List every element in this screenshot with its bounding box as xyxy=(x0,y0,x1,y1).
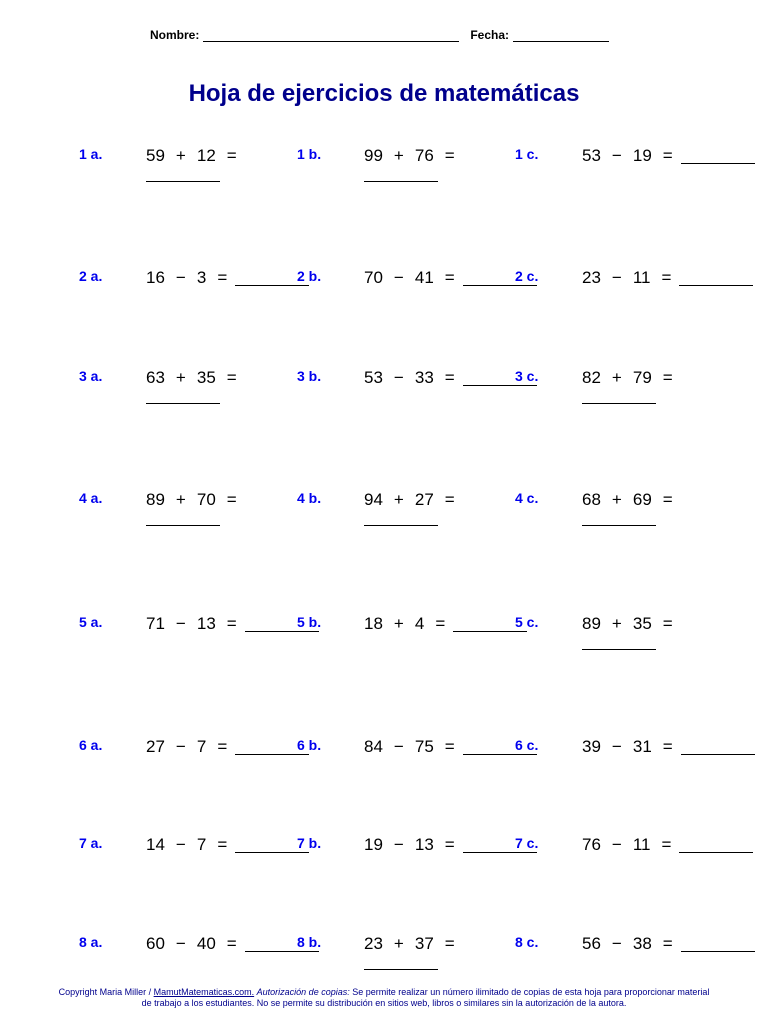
operator-sign: + xyxy=(611,614,622,633)
operator-sign: − xyxy=(175,268,186,287)
problem-row xyxy=(0,368,768,448)
first-operand: 56 xyxy=(582,934,601,953)
equals-sign: = xyxy=(444,737,455,756)
problem-expression xyxy=(582,268,671,288)
problem-number: 4 b. xyxy=(297,490,322,506)
answer-blank[interactable] xyxy=(146,180,220,182)
problem-item xyxy=(297,268,515,348)
equals-sign: = xyxy=(217,835,228,854)
equals-sign: = xyxy=(444,934,455,953)
operator-sign: − xyxy=(393,737,404,756)
operator-sign: − xyxy=(611,737,622,756)
problem-row xyxy=(0,268,768,348)
problem-expression xyxy=(146,490,237,510)
footer-link[interactable]: MamutMatematicas.com. xyxy=(153,987,255,997)
operator-sign: + xyxy=(393,490,404,509)
first-operand: 19 xyxy=(364,835,383,854)
problem-expression xyxy=(146,737,227,757)
first-operand: 94 xyxy=(364,490,383,509)
equals-sign: = xyxy=(226,490,237,509)
name-label: Nombre: xyxy=(150,28,200,42)
problem-expression xyxy=(582,368,673,388)
date-field[interactable] xyxy=(513,28,609,42)
problem-number: 1 c. xyxy=(515,146,539,162)
equals-sign: = xyxy=(444,146,455,165)
problem-number: 4 c. xyxy=(515,490,539,506)
answer-blank[interactable] xyxy=(146,402,220,404)
second-operand: 40 xyxy=(196,934,216,953)
first-operand: 76 xyxy=(582,835,601,854)
date-label: Fecha: xyxy=(470,28,510,42)
second-operand: 11 xyxy=(632,835,651,854)
first-operand: 84 xyxy=(364,737,383,756)
problem-number: 8 c. xyxy=(515,934,539,950)
problem-item xyxy=(79,614,297,694)
first-operand: 18 xyxy=(364,614,383,633)
problem-row xyxy=(0,146,768,226)
problem-item xyxy=(79,368,297,448)
problem-expression xyxy=(582,737,673,757)
first-operand: 23 xyxy=(364,934,383,953)
problem-number: 1 a. xyxy=(79,146,103,162)
problem-item xyxy=(297,614,515,694)
second-operand: 4 xyxy=(414,614,425,633)
equals-sign: = xyxy=(226,614,237,633)
first-operand: 60 xyxy=(146,934,165,953)
second-operand: 35 xyxy=(196,368,216,387)
second-operand: 70 xyxy=(196,490,216,509)
equals-sign: = xyxy=(217,268,228,287)
problem-item xyxy=(79,268,297,348)
problem-expression xyxy=(582,146,673,166)
problem-row xyxy=(0,614,768,694)
problem-number: 7 a. xyxy=(79,835,103,851)
equals-sign: = xyxy=(444,368,455,387)
problem-expression xyxy=(364,835,455,855)
second-operand: 69 xyxy=(632,490,652,509)
equals-sign: = xyxy=(435,614,446,633)
second-operand: 79 xyxy=(632,368,652,387)
problem-number: 6 a. xyxy=(79,737,103,753)
answer-blank[interactable] xyxy=(582,402,656,404)
operator-sign: + xyxy=(393,146,404,165)
operator-sign: − xyxy=(611,268,622,287)
problem-number: 3 c. xyxy=(515,368,539,384)
equals-sign: = xyxy=(661,835,672,854)
operator-sign: + xyxy=(393,614,404,633)
second-operand: 19 xyxy=(632,146,652,165)
problem-expression xyxy=(146,934,237,954)
problem-expression xyxy=(364,268,455,288)
equals-sign: = xyxy=(662,934,673,953)
equals-sign: = xyxy=(444,490,455,509)
problem-number: 8 a. xyxy=(79,934,103,950)
equals-sign: = xyxy=(444,835,455,854)
operator-sign: − xyxy=(175,835,186,854)
problem-number: 7 b. xyxy=(297,835,322,851)
equals-sign: = xyxy=(226,146,237,165)
answer-blank[interactable] xyxy=(582,648,656,650)
operator-sign: − xyxy=(175,614,186,633)
second-operand: 76 xyxy=(414,146,434,165)
problem-expression xyxy=(146,614,237,634)
operator-sign: + xyxy=(175,490,186,509)
answer-blank[interactable] xyxy=(364,968,438,970)
second-operand: 12 xyxy=(196,146,216,165)
footer-prefix: Copyright Maria Miller / xyxy=(58,987,154,997)
problem-number: 2 a. xyxy=(79,268,103,284)
second-operand: 37 xyxy=(414,934,434,953)
problem-expression xyxy=(364,368,455,388)
first-operand: 53 xyxy=(582,146,601,165)
problem-number: 1 b. xyxy=(297,146,322,162)
problem-expression xyxy=(582,490,673,510)
name-field[interactable] xyxy=(203,28,459,42)
second-operand: 27 xyxy=(414,490,434,509)
problem-number: 6 c. xyxy=(515,737,539,753)
problem-expression xyxy=(146,268,227,288)
problem-expression xyxy=(582,934,673,954)
problem-number: 4 a. xyxy=(79,490,103,506)
equals-sign: = xyxy=(662,490,673,509)
problem-expression xyxy=(582,835,671,855)
page-title: Hoja de ejercicios de matemáticas xyxy=(188,80,580,107)
operator-sign: − xyxy=(393,268,404,287)
problem-row xyxy=(0,490,768,570)
copyright-footer xyxy=(0,987,768,1009)
equals-sign: = xyxy=(661,268,672,287)
problem-number: 2 c. xyxy=(515,268,539,284)
first-operand: 14 xyxy=(146,835,165,854)
answer-blank[interactable] xyxy=(681,950,755,952)
second-operand: 3 xyxy=(196,268,207,287)
first-operand: 82 xyxy=(582,368,601,387)
equals-sign: = xyxy=(217,737,228,756)
problem-number: 6 b. xyxy=(297,737,322,753)
problem-item xyxy=(79,835,297,915)
first-operand: 39 xyxy=(582,737,601,756)
problem-item xyxy=(79,146,297,226)
equals-sign: = xyxy=(226,934,237,953)
first-operand: 99 xyxy=(364,146,383,165)
first-operand: 23 xyxy=(582,268,601,287)
operator-sign: + xyxy=(611,490,622,509)
problem-item xyxy=(297,368,515,448)
problem-expression xyxy=(364,737,455,757)
answer-blank[interactable] xyxy=(582,524,656,526)
problem-row xyxy=(0,737,768,817)
answer-blank[interactable] xyxy=(364,180,438,182)
problem-number: 7 c. xyxy=(515,835,539,851)
answer-blank[interactable] xyxy=(681,162,755,164)
worksheet-header xyxy=(150,28,609,42)
first-operand: 70 xyxy=(364,268,383,287)
problem-expression xyxy=(146,146,237,166)
first-operand: 53 xyxy=(364,368,383,387)
problem-expression xyxy=(146,835,227,855)
second-operand: 11 xyxy=(632,268,651,287)
second-operand: 7 xyxy=(196,737,207,756)
operator-sign: + xyxy=(611,368,622,387)
problem-item xyxy=(297,737,515,817)
problem-item xyxy=(297,835,515,915)
second-operand: 75 xyxy=(414,737,434,756)
problem-expression xyxy=(146,368,237,388)
equals-sign: = xyxy=(226,368,237,387)
problem-item xyxy=(297,490,515,570)
second-operand: 13 xyxy=(196,614,216,633)
problem-item xyxy=(515,737,733,817)
equals-sign: = xyxy=(662,368,673,387)
problem-row xyxy=(0,835,768,915)
first-operand: 63 xyxy=(146,368,165,387)
operator-sign: − xyxy=(611,934,622,953)
problem-item xyxy=(515,614,733,694)
operator-sign: + xyxy=(393,934,404,953)
equals-sign: = xyxy=(444,268,455,287)
equals-sign: = xyxy=(662,146,673,165)
problem-item xyxy=(515,268,733,348)
problem-item xyxy=(515,835,733,915)
first-operand: 16 xyxy=(146,268,165,287)
operator-sign: + xyxy=(175,368,186,387)
first-operand: 59 xyxy=(146,146,165,165)
second-operand: 13 xyxy=(414,835,434,854)
second-operand: 33 xyxy=(414,368,434,387)
operator-sign: − xyxy=(611,835,622,854)
first-operand: 27 xyxy=(146,737,165,756)
operator-sign: − xyxy=(393,835,404,854)
problem-expression xyxy=(364,490,455,510)
answer-blank[interactable] xyxy=(681,753,755,755)
second-operand: 7 xyxy=(196,835,207,854)
problem-item xyxy=(515,146,733,226)
problem-item xyxy=(79,737,297,817)
operator-sign: − xyxy=(175,737,186,756)
second-operand: 35 xyxy=(632,614,652,633)
problem-number: 8 b. xyxy=(297,934,322,950)
problem-expression xyxy=(582,614,673,634)
footer-line-1 xyxy=(0,987,768,998)
problem-number: 3 a. xyxy=(79,368,103,384)
second-operand: 31 xyxy=(632,737,652,756)
second-operand: 38 xyxy=(632,934,652,953)
footer-permission-label: Autorización de copias: xyxy=(256,987,350,997)
first-operand: 89 xyxy=(146,490,165,509)
operator-sign: − xyxy=(175,934,186,953)
problem-expression xyxy=(364,934,455,954)
problem-item xyxy=(515,368,733,448)
first-operand: 89 xyxy=(582,614,601,633)
problem-item xyxy=(297,146,515,226)
footer-permission-text: Se permite realizar un número ilimitado de copias de esta hoja para proporcionar material xyxy=(349,987,710,997)
first-operand: 68 xyxy=(582,490,601,509)
operator-sign: − xyxy=(393,368,404,387)
problem-expression xyxy=(364,146,455,166)
operator-sign: + xyxy=(175,146,186,165)
problem-number: 2 b. xyxy=(297,268,322,284)
first-operand: 71 xyxy=(146,614,165,633)
answer-blank[interactable] xyxy=(146,524,220,526)
footer-line-2: de trabajo a los estudiantes. No se permite su distribución en sitios web, libros o similares sin la autorización de la autora. xyxy=(141,998,627,1008)
problem-number: 5 a. xyxy=(79,614,103,630)
answer-blank[interactable] xyxy=(364,524,438,526)
answer-blank[interactable] xyxy=(679,284,753,286)
answer-blank[interactable] xyxy=(679,851,753,853)
second-operand: 41 xyxy=(414,268,434,287)
operator-sign: − xyxy=(611,146,622,165)
problem-number: 3 b. xyxy=(297,368,322,384)
equals-sign: = xyxy=(662,614,673,633)
problem-number: 5 c. xyxy=(515,614,539,630)
problem-item xyxy=(515,490,733,570)
equals-sign: = xyxy=(662,737,673,756)
problem-number: 5 b. xyxy=(297,614,322,630)
problem-item xyxy=(79,490,297,570)
problem-expression xyxy=(364,614,445,634)
